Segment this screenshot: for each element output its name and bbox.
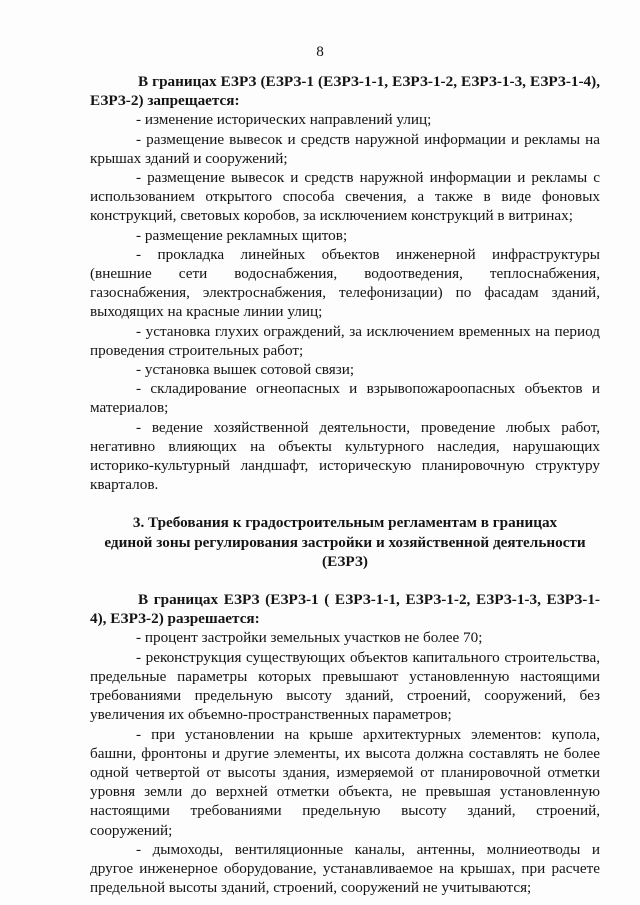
section-3-title bbox=[90, 513, 600, 571]
prohibited-item: - размещение рекламных щитов; bbox=[136, 226, 348, 244]
prohibited-item: - размещение вывесок и средств наружной информации и рекламы на крышах зданий и сооружений; bbox=[90, 130, 600, 167]
permitted-item: - дымоходы, вентиляционные каналы, антенны, молниеотводы и другое инженерное оборудование, устанавливаемое на крышах, при расчете предельной высоты зданий, строений, сооружений не учитываются; bbox=[90, 840, 600, 897]
prohibited-item: - складирование огнеопасных и взрывопожароопасных объектов и материалов; bbox=[90, 380, 600, 417]
section-3-title-line: (ЕЗРЗ) bbox=[322, 552, 368, 570]
prohibited-item: - прокладка линейных объектов инженерной инфраструктуры (внешние сети водоснабжения, водоотведения, теплоснабжения, газоснабжения, электроснабжения, телефонизации) по фасадам зданий, выходящих на красные линии улиц; bbox=[90, 245, 600, 321]
prohibited-item: - установка глухих ограждений, за исключением временных на период проведения строительных работ; bbox=[90, 322, 600, 359]
prohibited-section bbox=[90, 72, 600, 494]
prohibited-heading: В границах ЕЗРЗ (ЕЗРЗ-1 (ЕЗРЗ-1-1, ЕЗРЗ-1-2, ЕЗРЗ-1-3, ЕЗРЗ-1-4), ЕЗРЗ-2) запрещается: bbox=[90, 73, 600, 110]
section-3-title-line: единой зоны регулирования застройки и хозяйственной деятельности bbox=[104, 533, 586, 551]
permitted-section bbox=[90, 590, 600, 897]
permitted-heading: В границах ЕЗРЗ (ЕЗРЗ-1 ( ЕЗРЗ-1-1, ЕЗРЗ-1-2, ЕЗРЗ-1-3, ЕЗРЗ-1-4), ЕЗРЗ-2) разрешается: bbox=[90, 591, 600, 628]
page-number: 8 bbox=[316, 43, 324, 60]
permitted-item: - процент застройки земельных участков не более 70; bbox=[136, 629, 483, 647]
permitted-item: - при установлении на крыше архитектурных элементов: купола, башни, фронтоны и другие элементы, их высота должна составлять не более одной четвертой от высоты здания, измеряемой от планировочной отметки уровня земли до верхней отметки объекта, не превышая установленную настоящими требованиями предельную высоту зданий, строений, сооружений; bbox=[90, 725, 600, 839]
section-3-title-line: 3. Требования к градостроительным регламентам в границах bbox=[132, 514, 558, 532]
document-body bbox=[90, 72, 600, 897]
permitted-item: - реконструкция существующих объектов капитального строительства, предельные параметры которых превышают установленную настоящими требованиями предельную высоту зданий, строений, сооружений, без увеличения их объемно-пространственных параметров; bbox=[90, 648, 600, 724]
prohibited-item: - ведение хозяйственной деятельности, проведение любых работ, негативно влияющих на объекты культурного наследия, нарушающих историко-культурный ландшафт, историческую планировочную структуру кварталов. bbox=[90, 418, 600, 494]
prohibited-item: - изменение исторических направлений улиц; bbox=[136, 111, 432, 129]
prohibited-item: - размещение вывесок и средств наружной информации и рекламы с использованием открытого способа свечения, а также в виде фоновых конструкций, световых коробов, за исключением конструкций в витринах; bbox=[90, 169, 600, 225]
prohibited-item: - установка вышек сотовой связи; bbox=[136, 361, 355, 379]
